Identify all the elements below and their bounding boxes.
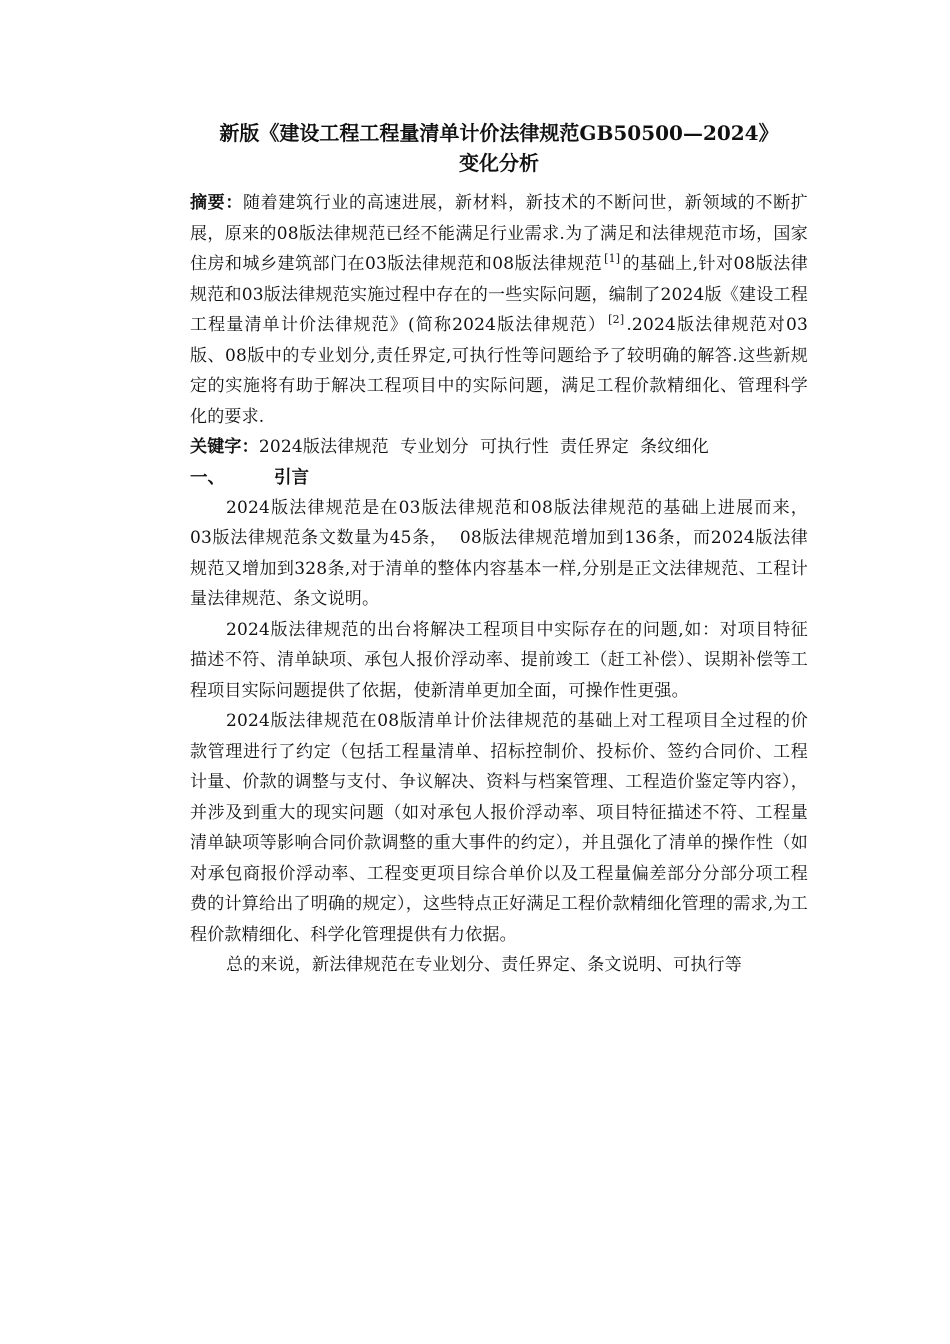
document-title-line2: 变化分析 [459, 151, 539, 175]
section-heading [190, 463, 808, 493]
body-paragraph-3: 2024版法律规范在08版清单计价法律规范的基础上对工程项目全过程的价款管理进行了约定（包括工程量清单、招标控制价、投标价、签约合同价、工程计量、价款的调整与支付、争议解决、资料与档案管理、工程造价鉴定等内容），并涉及到重大的现实问题（如对承包人报价浮动率、项目特征描述不符、工程量清单缺项等影响合同价款调整的重大事件的约定），并且强化了清单的操作性（如对承包商报价浮动率、工程变更项目综合单价以及工程量偏差部分分部分项工程费的计算给出了明确的规定），这些特点正好满足工程价款精细化管理的需求,为工程价款精细化、科学化管理提供有力依据。 [190, 711, 808, 945]
keywords-text: 2024版法律规范 专业划分 可执行性 责任界定 条纹细化 [258, 437, 709, 457]
keywords [190, 432, 808, 463]
body-paragraph-2: 2024版法律规范的出台将解决工程项目中实际存在的问题,如：对项目特征描述不符、清单缺项、承包人报价浮动率、提前竣工（赶工补偿）、误期补偿等工程项目实际问题提供了依据，使新清单更加全面，可操作性更强。 [190, 619, 808, 701]
reference-2: [2] [608, 313, 625, 326]
document-page [190, 118, 820, 981]
section-number: 一、 [190, 467, 225, 488]
abstract [190, 188, 808, 432]
body-paragraph-1: 2024版法律规范是在03版法律规范和08版法律规范的基础上进展而来， 03版法律规范条文数量为45条， 08版法律规范增加到136条，而2024版法律规范又增加到328条,对于清单的整体内容基本一样,分别是正文法律规范、工程计量法律规范、条文说明。 [190, 497, 820, 609]
abstract-text-a: 随着建筑行业的高速进展，新材料，新技术的不断问世，新领域的不断扩展，原来的08版法律规范已经不能满足行业需求.为了满足和法律规范市场，国家住房和城乡建筑部门在03版法律规范和08版法律规范 [190, 193, 808, 274]
section-title: 引言 [274, 467, 309, 488]
keywords-label: 关键字： [190, 437, 259, 457]
abstract-text-b: 的基础上,针对08版法律规范和03版法律规范实施过程中存在的一些实际问题，编制了2024版《建设工程工程量清单计价法律规范》(简称2024版法律规范） [190, 254, 809, 335]
document-title-line1: 新版《建设工程工程量清单计价法律规范GB50500—2024》 [219, 121, 779, 145]
abstract-label: 摘要： [190, 193, 244, 213]
reference-1: [1] [604, 252, 621, 265]
body-paragraph-4: 总的来说，新法律规范在专业划分、责任界定、条文说明、可执行等 [226, 955, 742, 975]
abstract-text-c: .2024版法律规范对03版、08版中的专业划分,责任界定,可执行性等问题给予了较明确的解答.这些新规定的实施将有助于解决工程项目中的实际问题，满足工程价款精细化、管理科学化的要求. [190, 315, 808, 427]
